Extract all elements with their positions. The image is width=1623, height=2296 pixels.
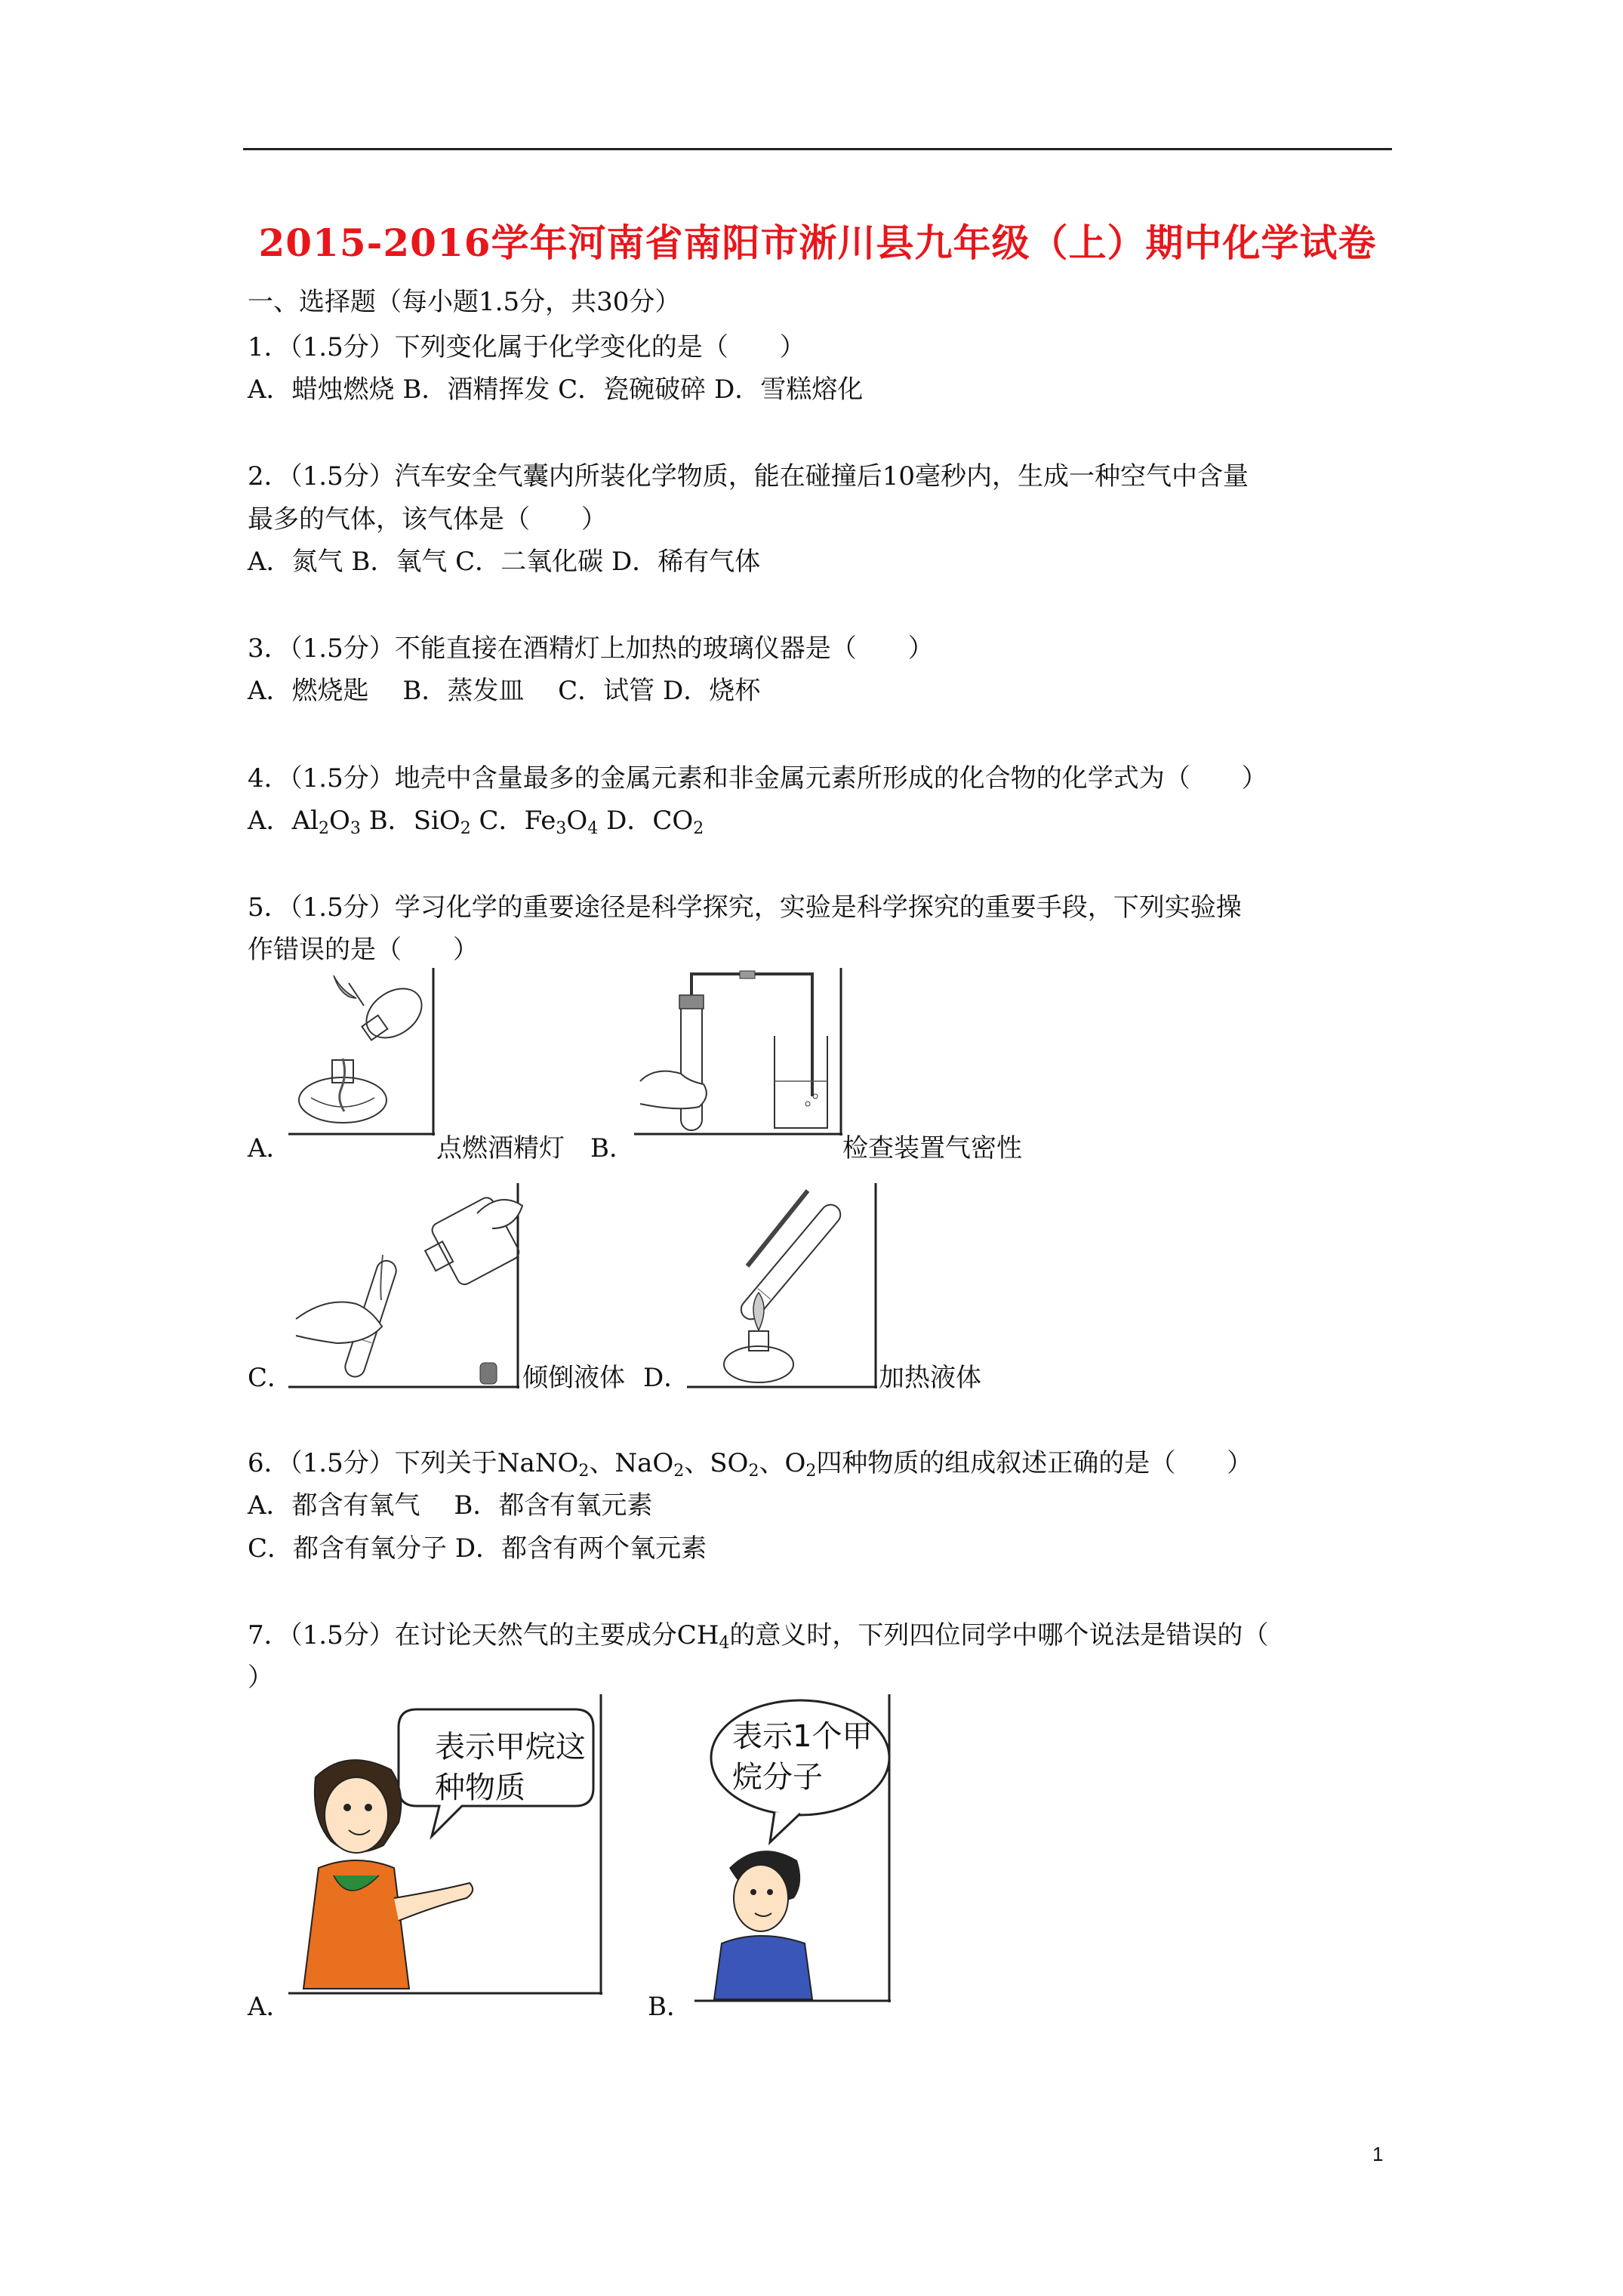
q4-opt-c-label: C．	[479, 806, 525, 836]
q6-stem: 6．（1.5分）下列关于NaNO$_2$、NaO$_2$、$SO_2$、$O_2$四种物质的组成叙述正确的是（ ）	[248, 1448, 1253, 1481]
q6-formula-o2: $O_2$	[784, 1448, 817, 1481]
q3-stem: 3．（1.5分）不能直接在酒精灯上加热的玻璃仪器是（ ）	[248, 633, 934, 664]
bubble-b-line2: 烷分子	[732, 1760, 823, 1795]
q4-stem: 4．（1.5分）地壳中含量最多的金属元素和非金属元素所形成的化合物的化学式为（ ）	[248, 763, 1267, 794]
figure-student-b	[684, 1694, 895, 2002]
bubble-b-line1: 表示1个甲	[732, 1719, 873, 1754]
q7-stem-line2: ）	[248, 1663, 273, 1693]
q1-options: A．蜡烛燃烧 B．酒精挥发 C．瓷碗破碎 D．雪糕熔化	[248, 374, 864, 405]
q2-stem-line2: 最多的气体，该气体是（ ）	[248, 504, 607, 535]
q7-option-a-label: A．	[248, 1992, 292, 2022]
section-heading: 一、选择题（每小题1.5分，共30分）	[248, 287, 681, 317]
figure-light-alcohol-lamp	[288, 968, 439, 1136]
figure-pour-liquid	[288, 1183, 524, 1388]
q5-option-d-label: D．	[643, 1363, 690, 1393]
q5-option-a-text: 点燃酒精灯	[436, 1133, 565, 1163]
q2-stem-line1: 2．（1.5分）汽车安全气囊内所装化学物质，能在碰撞后10毫秒内，生成一种空气中含量	[248, 461, 1249, 492]
q7-formula-ch4: $CH_4$	[676, 1620, 730, 1653]
q4-formula-c: $Fe_3O_4$	[524, 806, 599, 838]
figure-heat-liquid	[687, 1183, 882, 1388]
bubble-a-line1: 表示甲烷这	[435, 1730, 586, 1764]
q6-formula-nao2: NaO$_2$	[614, 1448, 685, 1481]
q1-stem: 1．（1.5分）下列变化属于化学变化的是（ ）	[248, 332, 805, 362]
q6-options-line1: A．都含有氧气 B．都含有氧元素	[248, 1490, 653, 1521]
q5-option-a-label: A．	[248, 1133, 292, 1163]
page-title: 2015-2016学年河南省南阳市淅川县九年级（上）期中化学试卷	[258, 220, 1377, 265]
q4-formula-a: $Al_2O_3$	[291, 806, 361, 838]
q5-option-b-label: B．	[590, 1133, 635, 1163]
header-rule	[243, 148, 1392, 150]
q5-stem-line2: 作错误的是（ ）	[248, 935, 479, 965]
q5-option-c-text: 倾倒液体	[522, 1363, 625, 1393]
q6-formula-nano2: NaNO$_2$	[497, 1448, 590, 1481]
q4-formula-b: SiO$_2$	[413, 806, 471, 838]
q4-options	[248, 803, 704, 839]
q4-formula-d: $CO_2$	[652, 806, 704, 838]
q6-formula-so2: $SO_2$	[710, 1448, 759, 1481]
figure-check-airtightness	[634, 968, 847, 1136]
q5-option-d-text: 加热液体	[879, 1363, 981, 1393]
figure-student-a	[288, 1694, 607, 1995]
q3-options: A．燃烧匙 B．蒸发皿 C．试管 D．烧杯	[248, 676, 761, 706]
page-number: 1	[1372, 2143, 1384, 2165]
q5-option-c-label: C．	[248, 1363, 294, 1393]
q4-opt-d-label: D．	[606, 806, 653, 836]
q5-stem-line1: 5．（1.5分）学习化学的重要途径是科学探究，实验是科学探究的重要手段，下列实验操	[248, 892, 1242, 923]
q4-opt-a-label: A．	[248, 806, 292, 836]
q4-opt-b-label: B．	[368, 806, 414, 836]
q7-option-b-label: B．	[648, 1992, 692, 2022]
q2-options: A．氮气 B．氧气 C．二氧化碳 D．稀有气体	[248, 547, 761, 577]
q5-option-b-text: 检查装置气密性	[842, 1133, 1022, 1163]
bubble-a-line2: 种物质	[435, 1771, 525, 1805]
q7-stem-line1: 7．（1.5分）在讨论天然气的主要成分$CH_4$的意义时，下列四位同学中哪个说法是错误的（	[248, 1620, 1269, 1653]
q6-options-line2: C．都含有氧分子 D．都含有两个氧元素	[248, 1533, 707, 1564]
